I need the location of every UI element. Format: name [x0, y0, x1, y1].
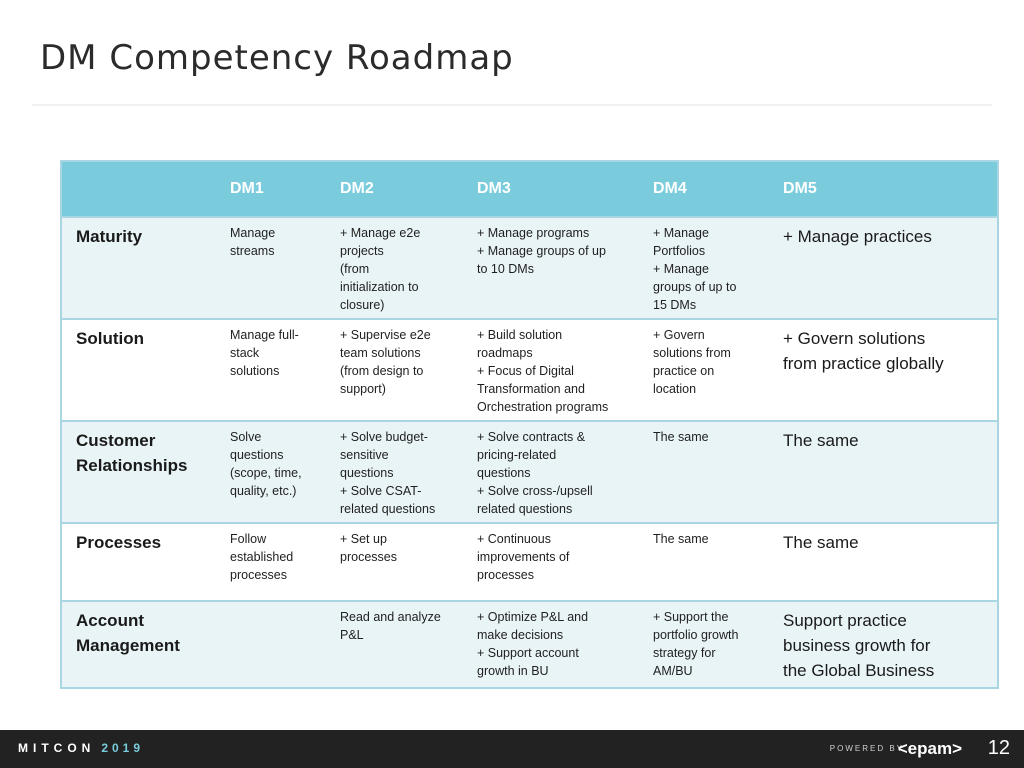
brand-logo: <epam> — [897, 739, 962, 758]
header-dm3: DM3 — [463, 161, 639, 217]
table-cell: Support practice business growth for the Global Business — [769, 601, 998, 688]
table-cell: + Solve budget- sensitive questions + Solve CSAT- related questions — [326, 421, 463, 523]
header-dm1: DM1 — [216, 161, 326, 217]
table-cell: Read and analyze P&L — [326, 601, 463, 688]
table-cell: + Govern solutions from practice on location — [639, 319, 769, 421]
header-corner — [61, 161, 216, 217]
event-logo-text: MITCON — [18, 741, 96, 755]
row-label: Account Management — [61, 601, 216, 688]
table-cell: Manage streams — [216, 217, 326, 319]
slide-footer — [0, 730, 1024, 768]
table-cell: The same — [769, 421, 998, 523]
table-header-row — [61, 161, 998, 217]
table-cell: + Manage programs + Manage groups of up to 10 DMs — [463, 217, 639, 319]
table-cell: + Set up processes — [326, 523, 463, 601]
page-number: 12 — [987, 737, 1010, 759]
row-label: Customer Relationships — [61, 421, 216, 523]
table-row — [61, 601, 998, 688]
row-label: Maturity — [61, 217, 216, 319]
header-dm4: DM4 — [639, 161, 769, 217]
table-cell: + Manage e2e projects (from initialization to closure) — [326, 217, 463, 319]
table-row — [61, 319, 998, 421]
table-cell: + Supervise e2e team solutions (from design to support) — [326, 319, 463, 421]
table-cell: Manage full- stack solutions — [216, 319, 326, 421]
table-cell: + Optimize P&L and make decisions + Support account growth in BU — [463, 601, 639, 688]
competency-table — [60, 160, 999, 689]
table-row — [61, 523, 998, 601]
table-cell: The same — [639, 421, 769, 523]
table-cell — [216, 601, 326, 688]
table-cell: + Build solution roadmaps + Focus of Digital Transformation and Orchestration programs — [463, 319, 639, 421]
powered-by-label: POWERED BY — [829, 744, 904, 753]
table-cell: + Manage Portfolios + Manage groups of up to 15 DMs — [639, 217, 769, 319]
table-cell: The same — [769, 523, 998, 601]
table-cell: + Govern solutions from practice globally — [769, 319, 998, 421]
page-title: DM Competency Roadmap — [40, 38, 514, 78]
title-divider — [32, 104, 992, 106]
table-cell: + Manage practices — [769, 217, 998, 319]
table-cell: The same — [639, 523, 769, 601]
row-label: Processes — [61, 523, 216, 601]
table-cell: + Support the portfolio growth strategy for AM/BU — [639, 601, 769, 688]
table-cell: Follow established processes — [216, 523, 326, 601]
header-dm2: DM2 — [326, 161, 463, 217]
event-year: 2019 — [101, 741, 145, 755]
table-cell: + Solve contracts & pricing-related questions + Solve cross-/upsell related questions — [463, 421, 639, 523]
event-logo — [18, 741, 144, 755]
row-label: Solution — [61, 319, 216, 421]
table-row — [61, 421, 998, 523]
header-dm5: DM5 — [769, 161, 998, 217]
table-cell: + Continuous improvements of processes — [463, 523, 639, 601]
table-row — [61, 217, 998, 319]
table-cell: Solve questions (scope, time, quality, etc.) — [216, 421, 326, 523]
